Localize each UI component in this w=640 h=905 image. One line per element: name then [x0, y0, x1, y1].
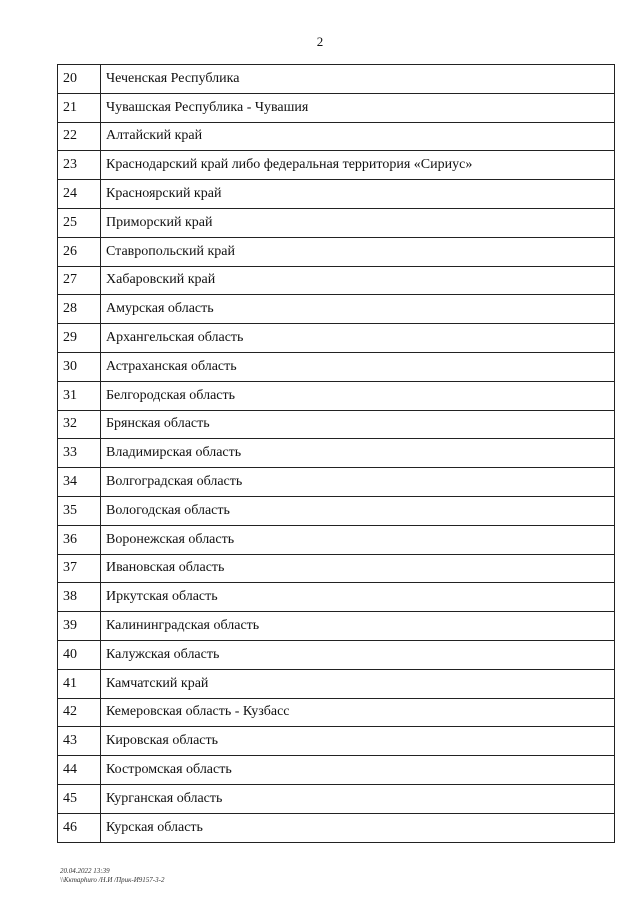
row-number: 46	[58, 813, 101, 842]
row-number: 33	[58, 439, 101, 468]
table-row	[58, 208, 615, 237]
region-name: Краснодарский край либо федеральная территория «Сириус»	[101, 151, 615, 180]
row-number: 41	[58, 669, 101, 698]
region-name: Ивановская область	[101, 554, 615, 583]
region-name: Чувашская Республика - Чувашия	[101, 93, 615, 122]
row-number: 26	[58, 237, 101, 266]
region-name: Воронежская область	[101, 525, 615, 554]
footer-date: 20.04.2022 13:39	[60, 867, 110, 875]
row-number: 28	[58, 295, 101, 324]
region-name: Иркутская область	[101, 583, 615, 612]
table-row	[58, 496, 615, 525]
table-row	[58, 612, 615, 641]
row-number: 21	[58, 93, 101, 122]
table-row	[58, 468, 615, 497]
table-row	[58, 813, 615, 842]
regions-table-body	[58, 65, 615, 843]
region-name: Владимирская область	[101, 439, 615, 468]
region-name: Алтайский край	[101, 122, 615, 151]
table-row	[58, 554, 615, 583]
table-row	[58, 65, 615, 94]
table-row	[58, 756, 615, 785]
region-name: Калужская область	[101, 640, 615, 669]
row-number: 24	[58, 180, 101, 209]
table-row	[58, 381, 615, 410]
table-row	[58, 698, 615, 727]
row-number: 30	[58, 352, 101, 381]
table-row	[58, 583, 615, 612]
row-number: 44	[58, 756, 101, 785]
region-name: Камчатский край	[101, 669, 615, 698]
region-name: Брянская область	[101, 410, 615, 439]
row-number: 22	[58, 122, 101, 151]
region-name: Кемеровская область - Кузбасс	[101, 698, 615, 727]
row-number: 32	[58, 410, 101, 439]
row-number: 20	[58, 65, 101, 94]
footer-code: \\Ккmaphuro /Н.И /Прик-И9157-3-2	[60, 876, 165, 884]
region-name: Чеченская Республика	[101, 65, 615, 94]
row-number: 35	[58, 496, 101, 525]
table-row	[58, 727, 615, 756]
row-number: 34	[58, 468, 101, 497]
region-name: Хабаровский край	[101, 266, 615, 295]
region-name: Калининградская область	[101, 612, 615, 641]
document-footer	[60, 867, 164, 885]
table-row	[58, 640, 615, 669]
table-row	[58, 266, 615, 295]
regions-table	[57, 64, 615, 843]
region-name: Курганская область	[101, 784, 615, 813]
region-name: Амурская область	[101, 295, 615, 324]
row-number: 23	[58, 151, 101, 180]
row-number: 25	[58, 208, 101, 237]
table-row	[58, 352, 615, 381]
row-number: 39	[58, 612, 101, 641]
region-name: Курская область	[101, 813, 615, 842]
row-number: 31	[58, 381, 101, 410]
row-number: 29	[58, 324, 101, 353]
row-number: 42	[58, 698, 101, 727]
table-row	[58, 93, 615, 122]
region-name: Волгоградская область	[101, 468, 615, 497]
row-number: 43	[58, 727, 101, 756]
region-name: Красноярский край	[101, 180, 615, 209]
row-number: 38	[58, 583, 101, 612]
table-row	[58, 122, 615, 151]
region-name: Белгородская область	[101, 381, 615, 410]
row-number: 27	[58, 266, 101, 295]
page-number: 2	[316, 34, 324, 49]
table-row	[58, 180, 615, 209]
region-name: Ставропольский край	[101, 237, 615, 266]
row-number: 40	[58, 640, 101, 669]
row-number: 36	[58, 525, 101, 554]
table-row	[58, 525, 615, 554]
table-row	[58, 295, 615, 324]
region-name: Астраханская область	[101, 352, 615, 381]
row-number: 37	[58, 554, 101, 583]
region-name: Приморский край	[101, 208, 615, 237]
region-name: Костромская область	[101, 756, 615, 785]
region-name: Архангельская область	[101, 324, 615, 353]
table-row	[58, 439, 615, 468]
table-row	[58, 151, 615, 180]
table-row	[58, 410, 615, 439]
region-name: Вологодская область	[101, 496, 615, 525]
table-row	[58, 324, 615, 353]
table-row	[58, 669, 615, 698]
table-row	[58, 237, 615, 266]
row-number: 45	[58, 784, 101, 813]
region-name: Кировская область	[101, 727, 615, 756]
table-row	[58, 784, 615, 813]
